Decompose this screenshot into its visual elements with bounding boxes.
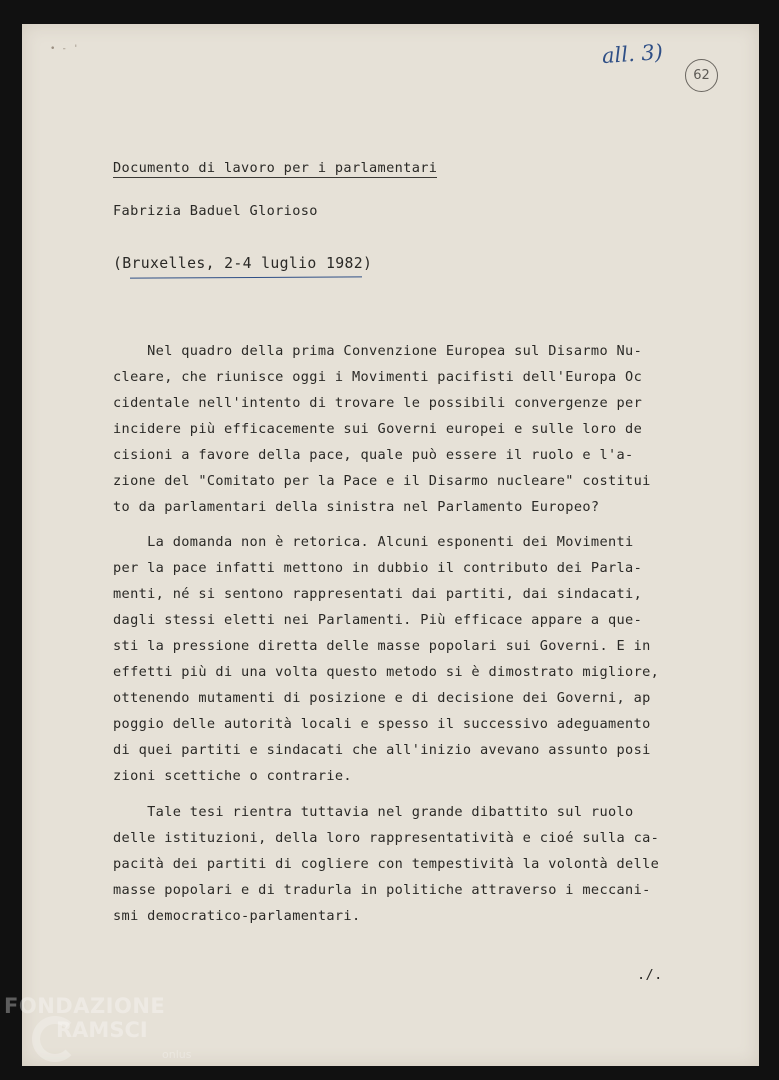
p2-line-7: ottenendo mutamenti di posizione e di decisione dei Governi, ap bbox=[113, 690, 651, 706]
p2-line-6: effetti più di una volta questo metodo si è dimostrato migliore, bbox=[113, 664, 660, 680]
p2-line-8: poggio delle autorità locali e spesso il successivo adeguamento bbox=[113, 716, 651, 732]
p1-line-4: incidere più efficacemente sui Governi europei e sulle loro de bbox=[113, 421, 643, 437]
page-number-stamp: 62 bbox=[685, 59, 718, 92]
p1-line-1: Nel quadro della prima Convenzione Europea sul Disarmo Nu- bbox=[113, 343, 643, 359]
p2-line-1: La domanda non è retorica. Alcuni esponenti dei Movimenti bbox=[113, 534, 634, 550]
document-author: Fabrizia Baduel Glorioso bbox=[113, 203, 318, 219]
p2-line-4: dagli stessi eletti nei Parlamenti. Più efficace appare a que- bbox=[113, 612, 643, 628]
p1-line-3: cidentale nell'intento di trovare le possibili convergenze per bbox=[113, 395, 643, 411]
document-title: Documento di lavoro per i parlamentari bbox=[113, 160, 438, 176]
p2-line-3: menti, né si sentono rappresentati dai partiti, dai sindacati, bbox=[113, 586, 643, 602]
p2-line-9: di quei partiti e sindacati che all'inizio avevano assunto posi bbox=[113, 742, 651, 758]
p3-line-2: delle istituzioni, della loro rappresentatività e cioé sulla ca- bbox=[113, 830, 660, 846]
p2-line-2: per la pace infatti mettono in dubbio il contributo dei Parla- bbox=[113, 560, 643, 576]
p2-line-10: zioni scettiche o contrarie. bbox=[113, 768, 352, 784]
watermark-line2: RAMSCI bbox=[56, 1018, 148, 1042]
p3-line-1: Tale tesi rientra tuttavia nel grande dibattito sul ruolo bbox=[113, 804, 634, 820]
handwritten-annotation: all. 3) bbox=[601, 39, 664, 69]
document-title-line bbox=[113, 160, 437, 176]
watermark-line1: FONDAZIONE bbox=[4, 994, 166, 1018]
paper-speck: • - ' bbox=[50, 44, 79, 54]
document-date: (Bruxelles, 2-4 luglio 1982) bbox=[113, 255, 373, 272]
watermark-suffix: onlus bbox=[162, 1048, 192, 1061]
p3-line-3: pacità dei partiti di cogliere con tempestività la volontà delle bbox=[113, 856, 660, 872]
continuation-mark: ./. bbox=[637, 967, 663, 983]
p1-line-7: to da parlamentari della sinistra nel Parlamento Europeo? bbox=[113, 499, 600, 515]
p1-line-5: cisioni a favore della pace, quale può essere il ruolo e l'a- bbox=[113, 447, 634, 463]
p1-line-6: zione del "Comitato per la Pace e il Disarmo nucleare" costitui bbox=[113, 473, 651, 489]
p1-line-2: cleare, che riunisce oggi i Movimenti pacifisti dell'Europa Oc bbox=[113, 369, 643, 385]
p3-line-4: masse popolari e di tradurla in politiche attraverso i meccani- bbox=[113, 882, 651, 898]
p2-line-5: sti la pressione diretta delle masse popolari sui Governi. E in bbox=[113, 638, 651, 654]
p3-line-5: smi democratico-parlamentari. bbox=[113, 908, 361, 924]
